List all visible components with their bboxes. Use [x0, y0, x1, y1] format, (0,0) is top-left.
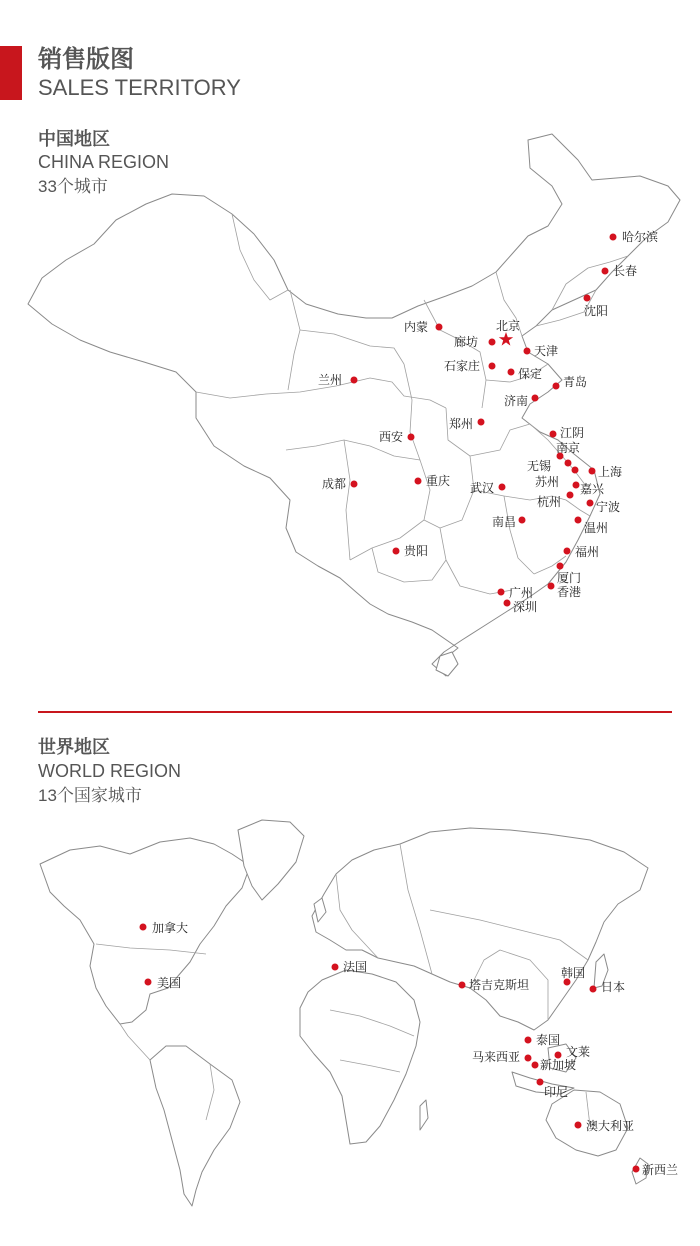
china-city-marker-2 [602, 268, 609, 275]
world-country-count: 13个国家城市 [38, 786, 142, 805]
china-city-label-19: 嘉兴 [580, 482, 605, 496]
china-city-label-21: 重庆 [426, 474, 451, 488]
china-city-label-15: 南京 [556, 441, 581, 455]
china-city-marker-20 [351, 481, 358, 488]
china-city-label-17: 上海 [598, 465, 623, 479]
china-city-label-8: 保定 [518, 367, 543, 381]
world-country-label-6: 日本 [601, 980, 626, 994]
china-city-marker-14 [408, 434, 415, 441]
china-city-label-1: 哈尔滨 [622, 230, 659, 244]
world-country-label-11: 印尼 [544, 1085, 569, 1099]
south-america [150, 1046, 240, 1206]
china-city-marker-29 [557, 563, 564, 570]
china-city-count: 33个城市 [38, 177, 108, 196]
china-city-marker-21 [415, 478, 422, 485]
world-country-label-9: 马来西亚 [471, 1050, 520, 1064]
china-city-label-12: 郑州 [448, 417, 473, 431]
world-country-marker-1 [140, 924, 147, 931]
china-city-label-11: 济南 [504, 394, 529, 408]
china-city-marker-3 [584, 295, 591, 302]
china-city-marker-17 [589, 468, 596, 475]
china-city-marker-4 [436, 324, 443, 331]
china-city-label-22: 武汉 [469, 481, 494, 495]
world-country-marker-10 [532, 1062, 539, 1069]
world-country-marker-3 [332, 964, 339, 971]
china-section-subtitle: CHINA REGION [38, 152, 170, 172]
china-city-label-7: 石家庄 [443, 359, 480, 373]
china-city-label-23: 杭州 [536, 495, 561, 509]
china-city-marker-10 [351, 377, 358, 384]
china-city-marker-5 [489, 339, 496, 346]
china-city-marker-12 [478, 419, 485, 426]
china-city-marker-7 [489, 363, 496, 370]
china-city-marker-18 [572, 467, 579, 474]
world-country-label-5: 韩国 [561, 966, 586, 980]
china-city-label-30: 香港 [557, 585, 582, 599]
china-city-marker-9 [553, 383, 560, 390]
china-city-label-26: 温州 [584, 521, 609, 535]
china-section-title: 中国地区 [38, 129, 110, 149]
china-city-label-16: 无锡 [526, 459, 551, 473]
china-city-marker-22 [499, 484, 506, 491]
china-city-label-14: 西安 [378, 430, 403, 444]
china-city-label-29: 厦门 [557, 571, 582, 585]
china-city-label-2: 长春 [613, 264, 638, 278]
world-country-label-8: 文莱 [566, 1045, 591, 1059]
china-outline [28, 134, 680, 676]
china-city-label-5: 廊坊 [453, 335, 478, 349]
world-country-label-4: 塔吉克斯坦 [469, 978, 530, 992]
world-country-label-13: 新西兰 [642, 1163, 679, 1177]
china-city-marker-1 [610, 234, 617, 241]
china-city-marker-23 [567, 492, 574, 499]
china-city-marker-28 [564, 548, 571, 555]
china-city-label-4: 内蒙 [403, 320, 428, 334]
world-country-label-7: 泰国 [536, 1033, 561, 1047]
china-city-marker-24 [587, 500, 594, 507]
world-country-marker-11 [537, 1079, 544, 1086]
north-america [40, 838, 250, 1024]
china-city-marker-31 [498, 589, 505, 596]
africa [300, 970, 420, 1144]
china-city-marker-11 [532, 395, 539, 402]
china-city-label-18: 苏州 [534, 475, 559, 489]
china-city-marker-25 [519, 517, 526, 524]
world-section-title: 世界地区 [38, 737, 110, 757]
china-city-marker-16 [565, 460, 572, 467]
china-city-marker-26 [575, 517, 582, 524]
china-city-label-6: 天津 [534, 344, 559, 358]
madagascar [420, 1100, 428, 1130]
china-city-label-3: 沈阳 [584, 304, 609, 318]
china-city-label-24: 宁波 [596, 500, 621, 514]
world-country-marker-13 [633, 1166, 640, 1173]
world-country-label-3: 法国 [343, 960, 368, 974]
world-country-marker-12 [575, 1122, 582, 1129]
world-section-subtitle: WORLD REGION [38, 761, 182, 781]
world-country-label-10: 新加坡 [540, 1058, 577, 1072]
greenland [238, 820, 304, 900]
china-city-marker-8 [508, 369, 515, 376]
china-city-label-27: 贵阳 [404, 544, 429, 558]
world-country-marker-6 [590, 986, 597, 993]
world-country-label-2: 美国 [157, 976, 182, 990]
china-city-label-9: 青岛 [563, 375, 588, 389]
city-label-beijing: 北京 [496, 319, 521, 333]
page-subtitle: SALES TERRITORY [38, 75, 241, 100]
world-country-marker-7 [525, 1037, 532, 1044]
china-city-label-10: 兰州 [317, 373, 342, 387]
page-title: 销售版图 [38, 46, 134, 73]
world-country-marker-9 [525, 1055, 532, 1062]
china-city-marker-13 [550, 431, 557, 438]
china-city-label-32: 深圳 [513, 600, 538, 614]
china-city-marker-27 [393, 548, 400, 555]
world-country-label-12: 澳大利亚 [586, 1119, 635, 1133]
china-city-marker-32 [504, 600, 511, 607]
china-city-marker-19 [573, 482, 580, 489]
world-country-marker-4 [459, 982, 466, 989]
china-city-label-25: 南昌 [491, 515, 516, 529]
china-city-marker-30 [548, 583, 555, 590]
world-country-label-1: 加拿大 [152, 921, 189, 935]
world-map [0, 810, 700, 1230]
china-city-marker-6 [524, 348, 531, 355]
china-city-label-28: 福州 [575, 545, 600, 559]
section-divider [38, 711, 672, 713]
china-city-label-20: 成都 [321, 477, 346, 491]
china-city-label-13: 江阴 [560, 426, 585, 440]
world-country-marker-2 [145, 979, 152, 986]
china-city-label-31: 广州 [509, 586, 534, 600]
